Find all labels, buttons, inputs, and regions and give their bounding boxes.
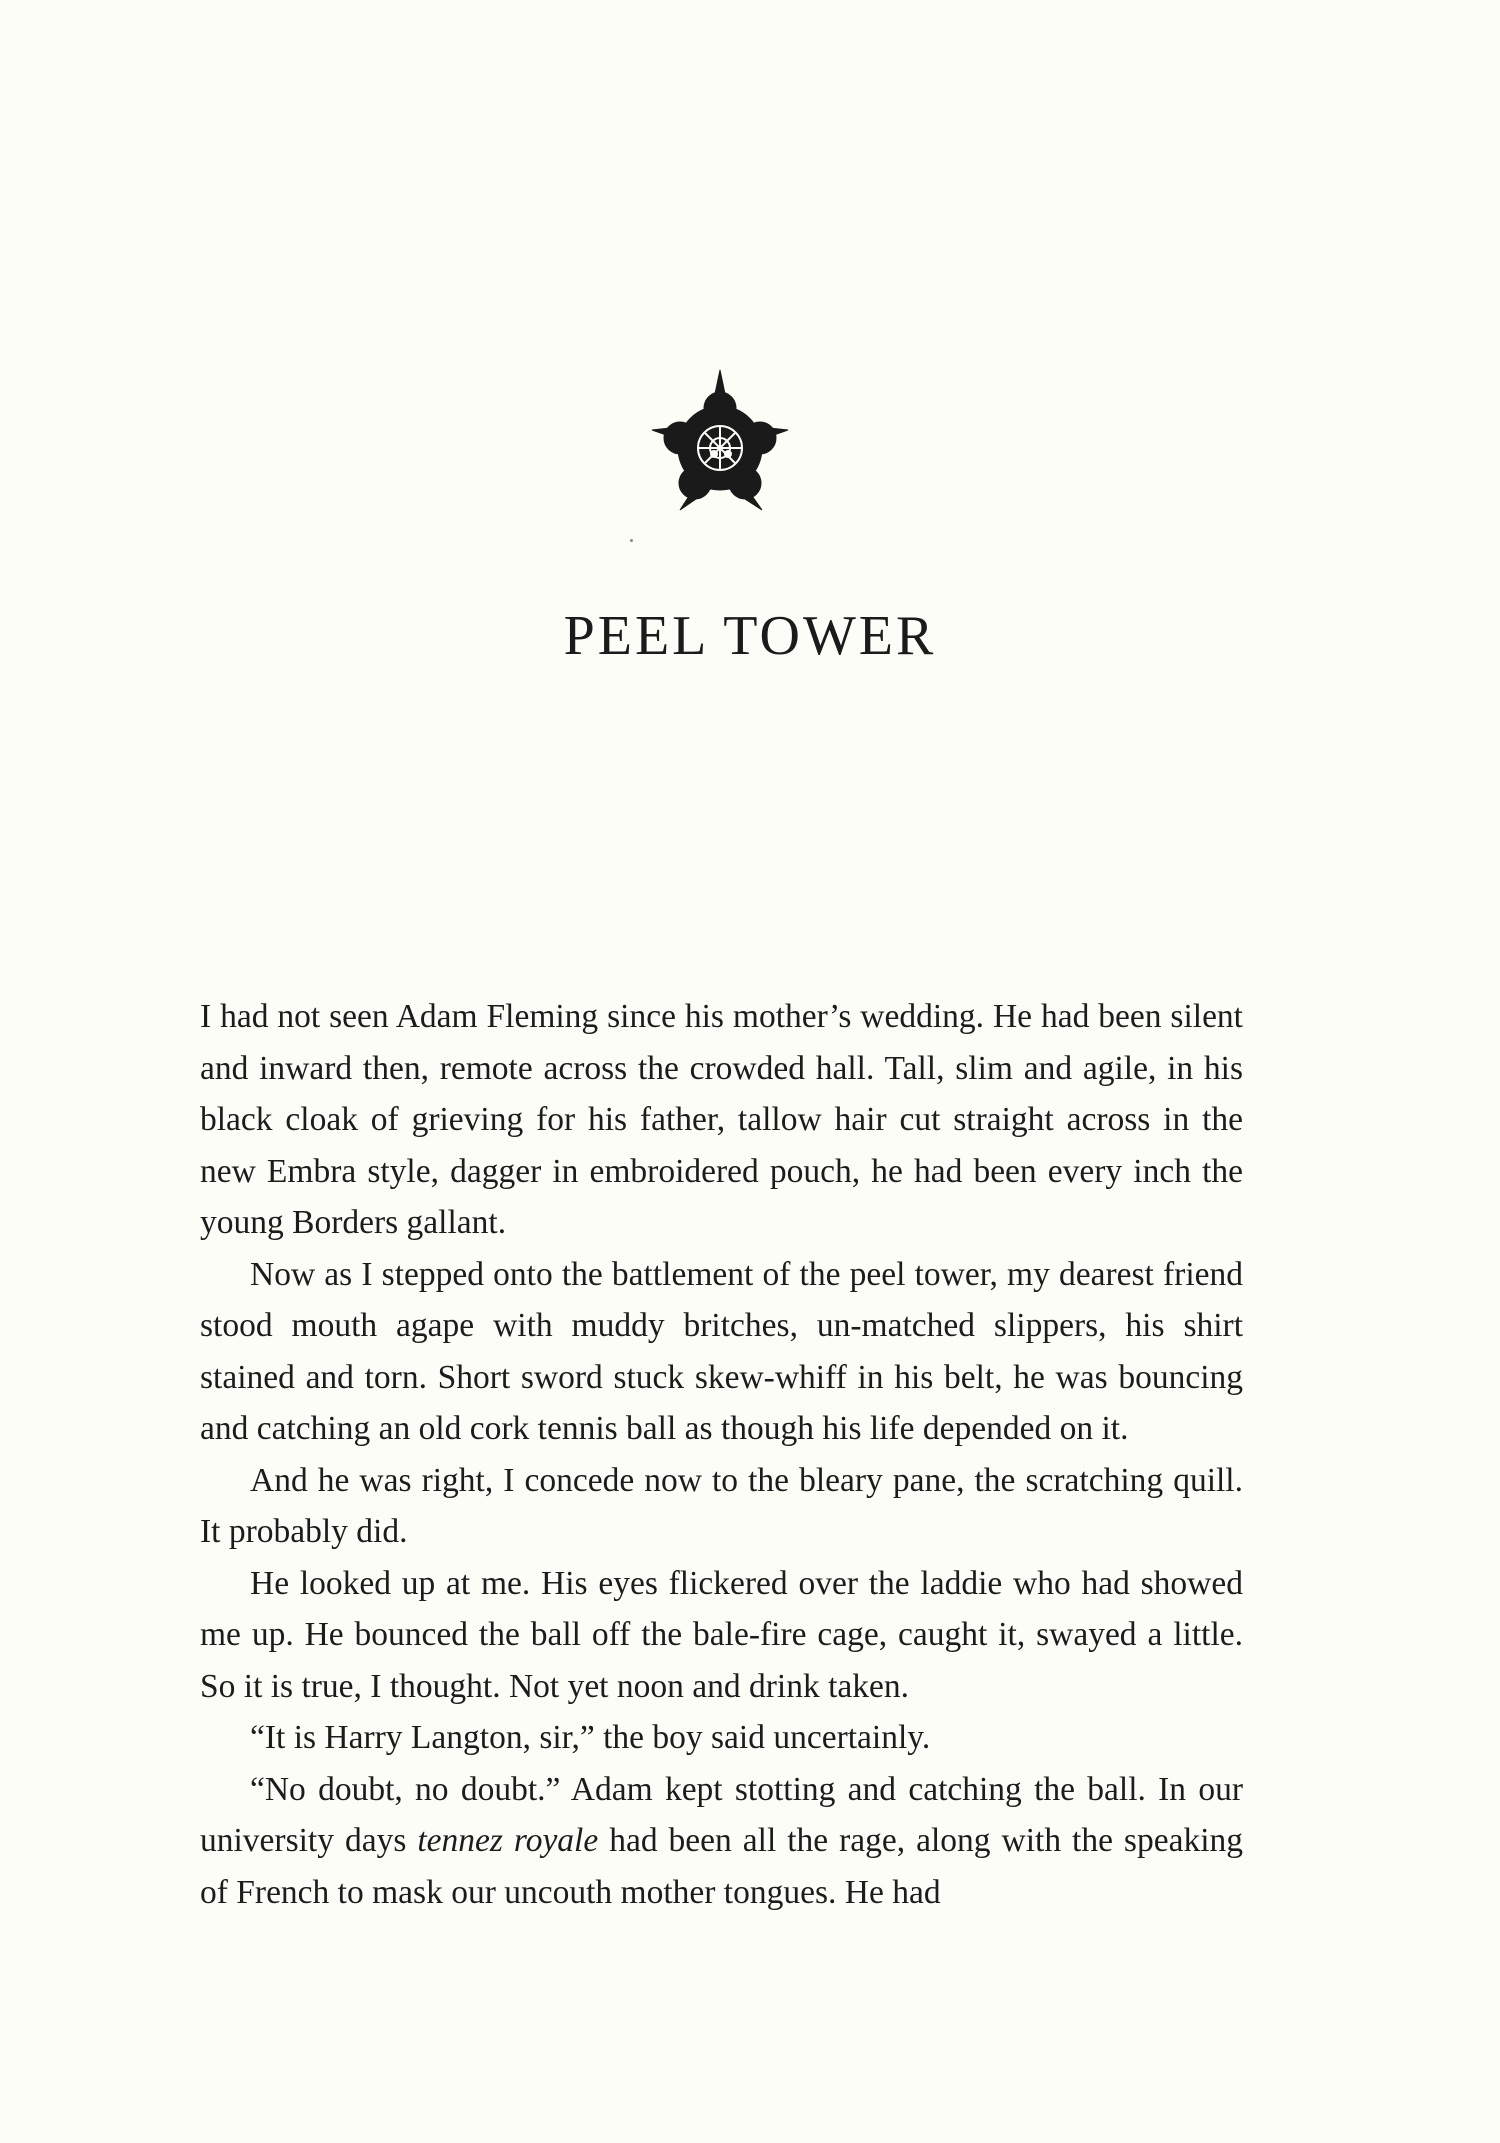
paragraph: I had not seen Adam Fleming since his mother’s wedding. He had been silent and inward then, remote across the crowded hall. Tall, slim and agile, in his black cloak of grieving for his father, tallow hair cut straight across in the new Embra style, dagger in embroidered pouch, he had been every inch the young Borders gallant. — [200, 998, 1243, 1241]
paragraph-text: “No doubt, no doubt.” Adam kept stotting and catching the ball. In our university days — [200, 1770, 1243, 1859]
italic-phrase: tennez royale — [417, 1822, 599, 1859]
chapter-body — [200, 991, 1243, 1918]
paragraph: “It is Harry Langton, sir,” the boy said uncertainly. — [250, 1719, 931, 1756]
paragraph-text: had been all the rage, along with the speaking of French to mask our uncouth mother tongues. He had — [200, 1822, 1244, 1911]
paragraph: Now as I stepped onto the battlement of the peel tower, my dearest friend stood mouth agape with muddy britches, un-matched slippers, his shirt stained and torn. Short sword stuck skew-whiff in his belt, he was bouncing and catching an old cork tennis ball as though his life depended on it. — [200, 1255, 1243, 1447]
chapter-title: PEEL TOWER — [563, 605, 937, 667]
tudor-rose-ornament-icon — [650, 368, 790, 518]
paragraph — [200, 1764, 1243, 1919]
paragraph: He looked up at me. His eyes flickered over the laddie who had showed me up. He bounced the ball off the bale-fire cage, caught it, swayed a little. So it is true, I thought. Not yet noon and drink taken. — [200, 1564, 1243, 1705]
paragraph: And he was right, I concede now to the bleary pane, the scratching quill. It probably did. — [200, 1461, 1243, 1550]
page-speck — [630, 539, 633, 542]
